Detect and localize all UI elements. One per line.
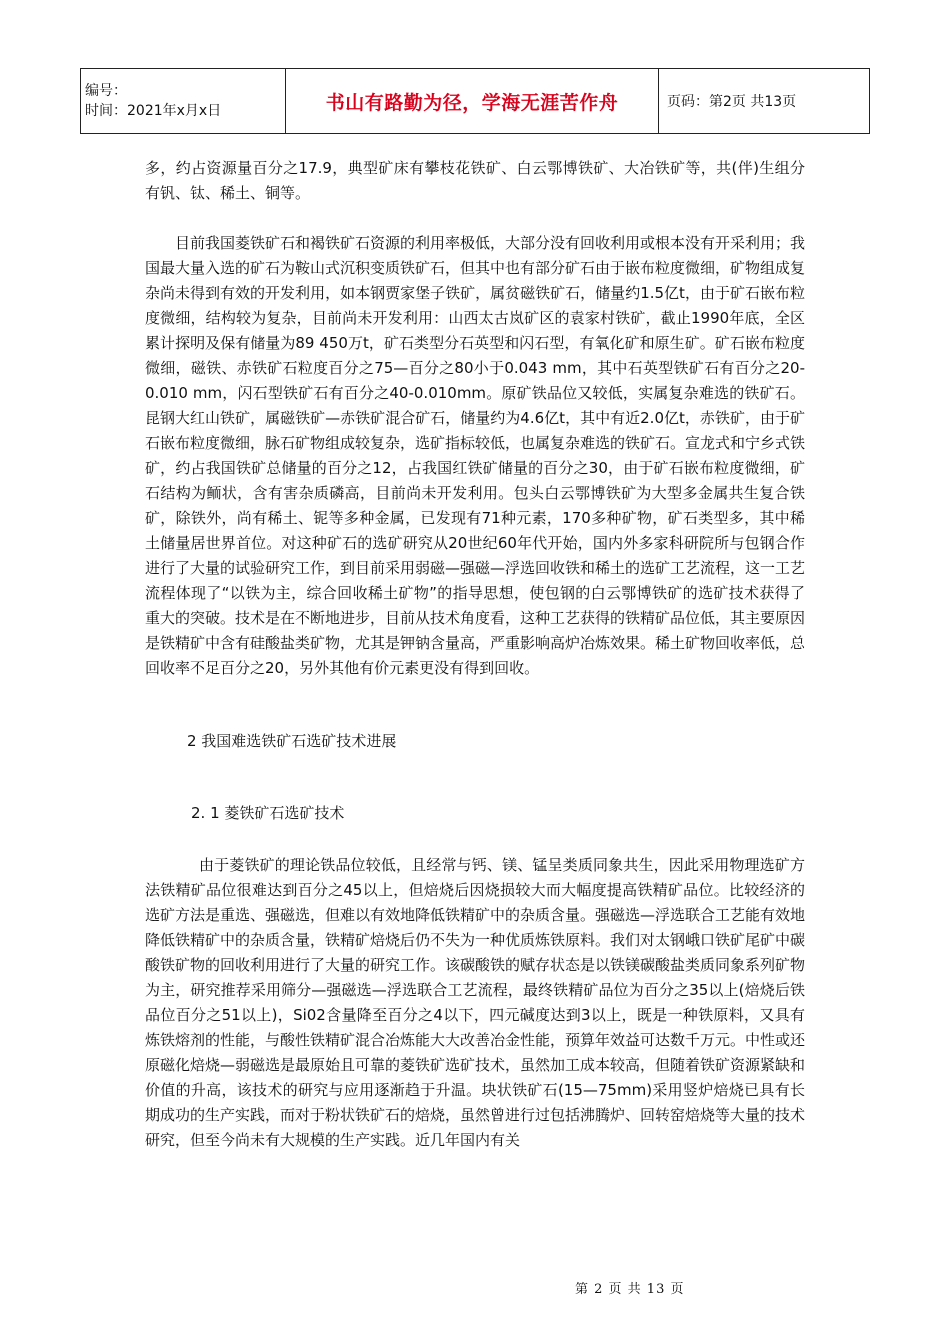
header-info-cell	[81, 69, 286, 134]
header-motto-cell	[286, 69, 659, 134]
body-paragraph: 多，约占资源量百分之17.9，典型矿床有攀枝花铁矿、白云鄂博铁矿、大冶铁矿等，共(伴)生组分有钒、钛、稀土、铜等。	[145, 159, 805, 202]
section-heading: 2 我国难选铁矿石选矿技术进展	[187, 732, 397, 750]
body-paragraph: 由于菱铁矿的理论铁品位较低，且经常与钙、镁、锰呈类质同象共生，因此采用物理选矿方法铁精矿品位很难达到百分之45以上，但焙烧后因烧损较大而大幅度提高铁精矿品位。比较经济的选矿方法是重选、强磁选，但难以有效地降低铁精矿中的杂质含量。强磁选—浮选联合工艺能有效地降低铁精矿中的杂质含量，铁精矿焙烧后仍不失为一种优质炼铁原料。我们对太钢峨口铁矿尾矿中碳酸铁矿物的回收利用进行了大量的研究工作。该碳酸铁的赋存状态是以铁镁碳酸盐类质同象系列矿物为主，研究推荐采用筛分—强磁选—浮选联合工艺流程，最终铁精矿品位为百分之35以上(焙烧后铁品位百分之51以上)，Si02含量降至百分之4以下，四元碱度达到3以上，既是一种铁原料，又具有炼铁熔剂的性能，与酸性铁精矿混合冶炼能大大改善冶金性能，预算年效益可达数千万元。中性或还原磁化焙烧—弱磁选是最原始且可靠的菱铁矿选矿技术，虽然加工成本较高，但随着铁矿资源紧缺和价值的升高，该技术的研究与应用逐渐趋于升温。块状铁矿石(15—75mm)采用竖炉焙烧已具有长期成功的生产实践，而对于粉状铁矿石的焙烧，虽然曾进行过包括沸腾炉、回转窑焙烧等大量的技术研究，但至今尚未有大规模的生产实践。近几年国内有关	[145, 856, 806, 1149]
document-time-label: 时间：2021年x月x日	[85, 103, 222, 119]
document-body	[145, 156, 805, 1153]
document-header	[80, 68, 870, 134]
header-motto: 书山有路勤为径，学海无涯苦作舟	[325, 91, 619, 114]
body-paragraph: 目前我国菱铁矿石和褐铁矿石资源的利用率极低，大部分没有回收利用或根本没有开采利用；我国最大量入选的矿石为鞍山式沉积变质铁矿石，但其中也有部分矿石由于嵌布粒度微细，矿物组成复杂尚未得到有效的开发利用，如本钢贾家堡子铁矿，属贫磁铁矿石，储量约1.5亿t，由于矿石嵌布粒度微细，结构较为复杂，目前尚未开发利用：山西太古岚矿区的袁家村铁矿，截止1990年底，全区累计探明及保有储量为89 450万t，矿石类型分石英型和闪石型，有氧化矿和原生矿。矿石嵌布粒度微细，磁铁、赤铁矿石粒度百分之75—百分之80小于0.043 mm，其中石英型铁矿石有百分之20-0.010 mm，闪石型铁矿石有百分之40-0.010mm。原矿铁品位又较低，实属复杂难选的铁矿石。昆钢大红山铁矿，属磁铁矿—赤铁矿混合矿石，储量约为4.6亿t，其中有近2.0亿t，赤铁矿，由于矿石嵌布粒度微细，脉石矿物组成较复杂，选矿指标较低，也属复杂难选的铁矿石。宣龙式和宁乡式铁矿，约占我国铁矿总储量的百分之12，占我国红铁矿储量的百分之30，由于矿石嵌布粒度微细，矿石结构为鲕状，含有害杂质磷高，目前尚未开发利用。包头白云鄂博铁矿为大型多金属共生复合铁矿，除铁外，尚有稀土、铌等多种金属，已发现有71种元素，170多种矿物，矿石类型多，其中稀土储量居世界首位。对这种矿石的选矿研究从20世纪60年代开始，国内外多家科研院所与包钢合作进行了大量的试验研究工作，到目前采用弱磁—强磁—浮选回收铁和稀土的选矿工艺流程，这一工艺流程体现了“以铁为主，综合回收稀土矿物”的指导思想，使包钢的白云鄂博铁矿的选矿技术获得了重大的突破。技术是在不断地进步，目前从技术角度看，这种工艺获得的铁精矿品位低，其主要原因是铁精矿中含有硅酸盐类矿物，尤其是钾钠含量高，严重影响高炉冶炼效果。稀土矿物回收率低，总回收率不足百分之20，另外其他有价元素更没有得到回收。	[145, 234, 806, 677]
page-footer: 第 2 页 共 13 页	[575, 1282, 685, 1297]
document-number-label: 编号：	[85, 83, 127, 99]
subsection-heading: 2. 1 菱铁矿石选矿技术	[191, 804, 345, 822]
header-page-number: 页码：第2页 共13页	[659, 69, 870, 134]
